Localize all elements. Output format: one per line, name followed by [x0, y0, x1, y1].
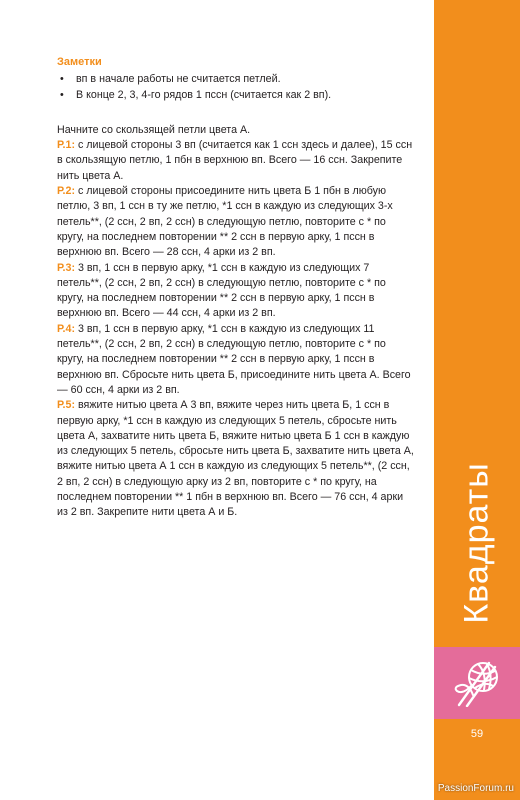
row-text: вяжите нитью цвета А 3 вп, вяжите через нить цвета Б, 1 ссн в первую арку, *1 ссн в каждую из следующих 5 петель, сбросьте нить цвета А, захватите нить цвета Б, вяжите нитью цвета Б 1 ссн в каждую из следующих 5 петель, сбросьте нить цвета Б, захватите нить цвета А, вяжите нитью цвета А 1 ссн в каждую из следующих 5 петель**, (2 ссн, 2 вп, 2 ссн) в следующую арку из 2 вп, повторите с * по кругу, на последнем повторении ** 1 пбн в верхнюю вп. Всего — 76 ссн, 4 арки из 2 вп. Закрепите нити цвета А и Б.	[57, 399, 414, 519]
watermark: PassionForum.ru	[437, 783, 514, 794]
notes-item: • В конце 2, 3, 4-го рядов 1 пссн (считается как 2 вп).	[57, 88, 414, 103]
row-4	[57, 322, 414, 398]
section-title: Квадраты	[457, 462, 496, 624]
row-3	[57, 261, 414, 322]
row-label: Р.1:	[57, 139, 75, 152]
notes-list	[57, 72, 414, 103]
row-label: Р.5:	[57, 399, 75, 412]
page-number: 59	[470, 728, 484, 740]
notes-item: • вп в начале работы не считается петлей.	[57, 72, 414, 87]
row-label: Р.3:	[57, 261, 75, 274]
row-text: с лицевой стороны 3 вп (считается как 1 ссн здесь и далее), 15 ссн в скользящую петлю, 1 пбн в верхнюю вп. Всего — 16 ссн. Закрепите нить цвета А.	[57, 139, 413, 182]
row-2	[57, 184, 414, 260]
row-text: 3 вп, 1 ссн в первую арку, *1 ссн в каждую из следующих 11 петель**, (2 ссн, 2 вп, 2 ссн) в следующую петлю, повторите с * по кругу, на последнем повторении ** 2 ссн в первую арку, 1 пссн в верхнюю вп. Сбросьте нить цвета Б, присоедините нить цвета А. Всего — 60 ссн, 4 арки из 2 вп.	[57, 322, 411, 396]
row-label: Р.2:	[57, 185, 75, 198]
page-body	[57, 55, 414, 521]
row-label: Р.4:	[57, 322, 75, 335]
row-text: с лицевой стороны присоедините нить цвета Б 1 пбн в любую петлю, 3 вп, 1 ссн в ту же петлю, *1 ссн в каждую из следующих 3-х петель**, (2 ссн, 2 вп, 2 ссн) в следующую петлю, повторите с * по кругу, на последнем повторении ** 2 ссн в первую арку, 1 пссн в верхнюю вп. Всего — 28 ссн, 4 арки из 2 вп.	[57, 185, 393, 259]
row-1	[57, 138, 414, 184]
intro-text: Начните со скользящей петли цвета А.	[57, 123, 251, 136]
row-text: 3 вп, 1 ссн в первую арку, *1 ссн в каждую из следующих 7 петель**, (2 ссн, 2 вп, 2 ссн) в следующую петлю, повторите с * по кругу, на последнем повторении ** 2 ссн в первую арку, 1 пссн в верхнюю вп. Всего — 44 ссн, 4 арки из 2 вп.	[57, 261, 386, 320]
row-5	[57, 398, 414, 520]
notes-heading: Заметки	[57, 56, 102, 68]
yarn-ball-icon	[453, 655, 503, 707]
